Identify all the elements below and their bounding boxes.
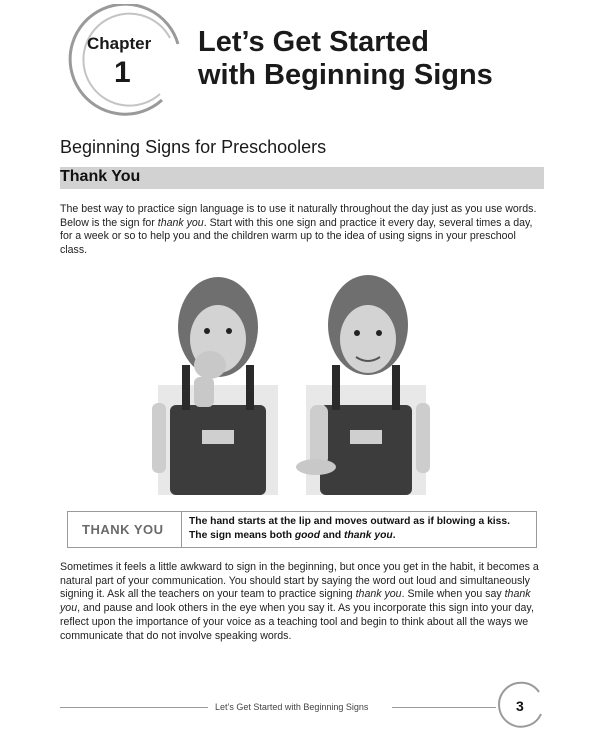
footer-running-title: Let’s Get Started with Beginning Signs: [215, 702, 369, 712]
chapter-title: [198, 26, 493, 92]
chapter-title-line2: with Beginning Signs: [198, 59, 493, 91]
section-heading: Beginning Signs for Preschoolers: [60, 137, 327, 157]
subheading: Thank You: [60, 168, 141, 185]
sign-description-line1: The hand starts at the lip and moves outward as if blowing a kiss.: [189, 516, 510, 527]
overalls: [320, 405, 412, 495]
footer-rule-right: [392, 707, 496, 708]
sign-desc-text-1: The sign means both: [189, 530, 295, 541]
chapter-label: Chapter: [87, 34, 152, 53]
chapter-title-line1: Let’s Get Started: [198, 26, 429, 58]
sign-desc-italic-2: thank you: [344, 530, 393, 541]
body-text-1: Sometimes it feels a little awkward to sign in the beginning, but once you get in the habit, it becomes a natural part of your communication. You should start by saying the word out loud and simultaneously signing it. Ask all the teachers on your team to practice signing: [60, 561, 539, 601]
sign-desc-text-3: .: [392, 530, 396, 541]
intro-paragraph: [60, 203, 540, 258]
hand-at-lips: [194, 351, 226, 379]
intro-italic-1: thank you: [157, 216, 204, 229]
hand-outward: [296, 459, 336, 475]
body-text-3: , and pause and look others in the eye when you say it. As you incorporate this sign into your day, reflect upon the importance of your voice as a teaching tool and begin to think about all the ways we communicate that do not involve speaking words.: [60, 602, 534, 642]
body-paragraph: [60, 561, 540, 643]
intro-text-1: The best way to practice sign language is to use it naturally throughout the day just as you use words. Below is the sign for: [60, 203, 537, 229]
sign-box-divider: [181, 512, 182, 547]
page-number: 3: [516, 698, 524, 714]
chapter-number: 1: [114, 56, 131, 89]
body-italic-1: thank you: [355, 588, 402, 601]
face: [340, 305, 396, 373]
overalls: [170, 405, 266, 495]
sign-definition-box: [67, 511, 537, 548]
body-italic-2: thank you: [60, 588, 531, 615]
photo-sign-start: [148, 265, 288, 495]
sign-desc-text-2: and: [320, 530, 345, 541]
intro-text-2: . Start with this one sign and practice it every day, several times a day, for a week or so to help you and the children warm up to the idea of using signs in your preschool class.: [60, 216, 533, 257]
sign-word: THANK YOU: [82, 522, 164, 537]
sign-description: [189, 515, 510, 543]
sign-description-line2: [189, 529, 510, 543]
photo-sign-end: [296, 265, 436, 495]
sign-desc-italic-1: good: [294, 530, 321, 541]
body-text-2: . Smile when you say: [401, 588, 505, 601]
footer-rule-left: [60, 707, 208, 708]
